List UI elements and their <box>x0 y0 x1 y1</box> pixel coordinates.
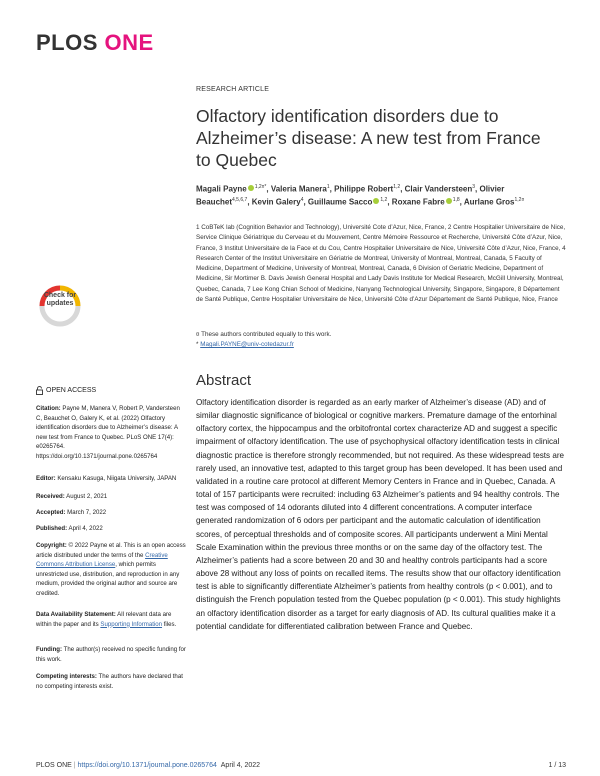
logo-plos: PLOS <box>36 30 98 55</box>
accepted-date: March 7, 2022 <box>67 509 107 516</box>
author-affiliation-marker: 4 <box>300 196 304 203</box>
footer-date: April 4, 2022 <box>220 762 261 769</box>
author-list: Magali Payne $^{1,2¤*}$, Valeria Manera$^1$, Philippe Robert$^{1,2}$, Clair Vandersteen$^3$, Olivier Beauchet$^{4,5,6,7}$, Kevin Galery$^4$, Guillaume Sacco $^{1,2}$, Roxane Fabre $^{1,8}$, Aurlane Gros$^{1,2¤}$ <box>196 184 525 207</box>
article-title: Olfactory identification disorders due to Alzheimer’s disease: A new test from France to Quebec <box>196 106 541 170</box>
funding-block <box>36 645 186 664</box>
data-availability-block <box>36 610 186 629</box>
badge-line-2: updates <box>46 300 74 307</box>
open-access-label: OPEN ACCESS <box>46 387 97 394</box>
author-name[interactable]: Guillaume Sacco <box>307 197 373 207</box>
journal-logo <box>36 30 154 56</box>
supporting-information-link[interactable]: Supporting Information <box>100 620 163 628</box>
affiliations: 1 CoBTeK lab (Cognition Behavior and Technology), Université Cote d’Azur, Nice, France, 2 Centre Hospitalier Universitaire de Nice, Service Clinique Gériatrique du Cerveau et du Mouvement, Centre Mémoire Ressource et Recherche, Université Côte d’Azur, Nice, France, 3 Institut Universitaire de la Face et du Cou, Centre Hospitalier Universitaire de Nice, Université Côte d’Azur, Nice, France, 4 Research Center of the Institut Universitaire en Gériatrie de Montreal, University of Montreal, Montreal, Canada, 5 Faculty of Medicine, Department of Medicine, University of Montreal, Montreal, Canada, 6 Division of Geriatric Medicine, Department of Medicine, Sir Mortimer B. Davis Jewish General Hospital and Lady Davis Institute for Medical Research, McGill University, Montreal, Quebec, Canada, 7 Lee Kong Chian School of Medicine, Nanyang Technological University, Singapore, Singapore, 8 Département de Santé Publique, Centre Hospitalier Universitaire de Nice, Université Côte d’Azur Département de Santé Publique, Nice, France <box>196 224 566 304</box>
orcid-icon[interactable] <box>248 185 254 191</box>
published-label: Published: <box>36 525 68 532</box>
editor-block <box>36 474 186 484</box>
abstract-text: Olfactory identification disorder is regarded as an early marker of Alzheimer’s disease (AD) and of similar diagnostic significance of biological or cognitive markers. Premature damage of the entorhinal olfactory cortex, the hippocampus and the orbitofrontal cortex characterize AD and suggest a specific impairment of olfactory identification. The use of psychophysical olfactory identification tests in clinical diagnostic practice is therefore strongly recommended, but not required. As these widespread tests are rarely used, an innovative test, adapted to this target group has been developed. It has been used and validated in a routine care protocol at different Memory Centers in France and in Quebec, Canada. A total of 157 participants were recruited: including 63 Alzheimer’s patients and 94 healthy controls. The test was composed of 14 odorants diluted into 4 different concentrations. A computer interface generated randomization of 6 odors per participant and the automatic calculation of identification scores, of perceptual thresholds and of composite scores. All participants underwent a Mini Mental Scale Examination within the previous three months or on the same day of the olfactory test. The Alzheimer’s patients had a score between 20 and 30 and healthy controls participants had a score above 28 without any loss of points on recalled items. The results show that our olfactory identification test is able to significantly differentiate Alzheimer’s patients from healthy controls (p < 0.001), and to distinguish the French population tested from the Quebec population (p < 0.001). This study highlights an olfactory identification disorder as a target for early diagnosis of AD. Its cultural qualities make it a potential candidate for differentiated calibration between France and Quebec. <box>196 398 565 631</box>
author-affiliation-marker: 1,2 <box>393 184 401 190</box>
citation-label: Citation: <box>36 405 61 412</box>
author-affiliation-marker: 1,8 <box>452 196 460 203</box>
copyright-text-a: © 2022 Payne et al. This is an open access article distributed under the terms of the <box>36 542 186 559</box>
accepted-label: Accepted: <box>36 509 66 516</box>
author-name[interactable]: Kevin Galery <box>251 197 301 207</box>
page-footer <box>36 762 566 769</box>
orcid-icon[interactable] <box>446 198 452 204</box>
equal-contribution-note: ¤ These authors contributed equally to this work. <box>196 331 332 338</box>
page-number: 1 / 13 <box>548 762 566 769</box>
open-lock-icon <box>36 386 43 395</box>
citation-block <box>36 404 186 462</box>
footer-separator: | <box>73 762 76 769</box>
copyright-block <box>36 541 186 599</box>
author-affiliation-marker: 1 <box>326 184 330 190</box>
author-notes <box>196 330 556 350</box>
accepted-block <box>36 508 186 518</box>
author-name[interactable]: Valeria Manera <box>270 184 327 194</box>
published-block <box>36 524 186 534</box>
footer-journal: PLOS ONE <box>36 762 72 769</box>
published-date: April 4, 2022 <box>68 525 103 532</box>
badge-line-1: Check for <box>43 292 77 299</box>
received-date: August 2, 2021 <box>66 493 108 500</box>
copyright-label: Copyright: <box>36 542 67 549</box>
footer-doi-link[interactable]: https://doi.org/10.1371/journal.pone.0265764 <box>77 762 217 769</box>
corresponding-star: * <box>196 341 199 348</box>
received-block <box>36 492 186 502</box>
author-affiliation-marker: 4,5,6,7 <box>232 196 248 203</box>
author-name[interactable]: Olivier Beauchet <box>196 184 505 207</box>
open-access <box>36 386 96 395</box>
editor-text: Kensaku Kasuga, Niigata University, JAPAN <box>57 475 177 482</box>
author-name[interactable]: Magali Payne <box>196 184 247 194</box>
author-name[interactable]: Clair Vandersteen <box>404 184 473 194</box>
author-affiliation-marker: 1,2¤ <box>514 196 525 203</box>
author-name[interactable]: Philippe Robert <box>334 184 394 194</box>
author-affiliation-marker: 3 <box>472 184 476 190</box>
orcid-icon[interactable] <box>373 198 379 204</box>
abstract-heading: Abstract <box>196 372 252 389</box>
corresponding-author <box>196 340 556 350</box>
article-type: RESEARCH ARTICLE <box>196 86 270 93</box>
license-link[interactable]: Creative Commons Attribution License <box>36 551 168 569</box>
copyright-text-b: , which permits unrestricted use, distribution, and reproduction in any medium, provided the original author and source are credited. <box>36 561 180 597</box>
logo-one: ONE <box>104 30 154 55</box>
competing-interests-text: The authors have declared that no competing interests exist. <box>36 673 183 690</box>
author-affiliation-marker: 1,2 <box>380 196 388 203</box>
author-affiliation-marker: 1,2¤* <box>254 184 267 190</box>
data-availability-label: Data Availability Statement: <box>36 611 116 618</box>
author-name[interactable]: Aurlane Gros <box>463 197 515 207</box>
editor-label: Editor: <box>36 475 56 482</box>
corresponding-email-link[interactable]: Magali.PAYNE@univ-cotedazur.fr <box>200 341 294 348</box>
author-name[interactable]: Roxane Fabre <box>391 197 445 207</box>
funding-text: The author(s) received no specific funding for this work. <box>36 646 186 663</box>
citation-text: Payne M, Manera V, Robert P, Vandersteen C, Beauchet O, Galery K, et al. (2022) Olfactory identification disorders due to Alzheimer’s disease: A new test from France to Quebec. PLoS ONE 17(4): e0265764. https://doi.org/10.1371/journal.pone.0265764 <box>36 405 180 460</box>
funding-label: Funding: <box>36 646 63 653</box>
data-availability-text-b: files. <box>163 620 177 628</box>
data-availability-text-a: All relevant data are within the paper and its <box>36 611 172 628</box>
check-for-updates-label <box>36 292 84 308</box>
competing-interests-label: Competing interests: <box>36 673 97 680</box>
competing-interests-block <box>36 672 186 691</box>
received-label: Received: <box>36 493 65 500</box>
